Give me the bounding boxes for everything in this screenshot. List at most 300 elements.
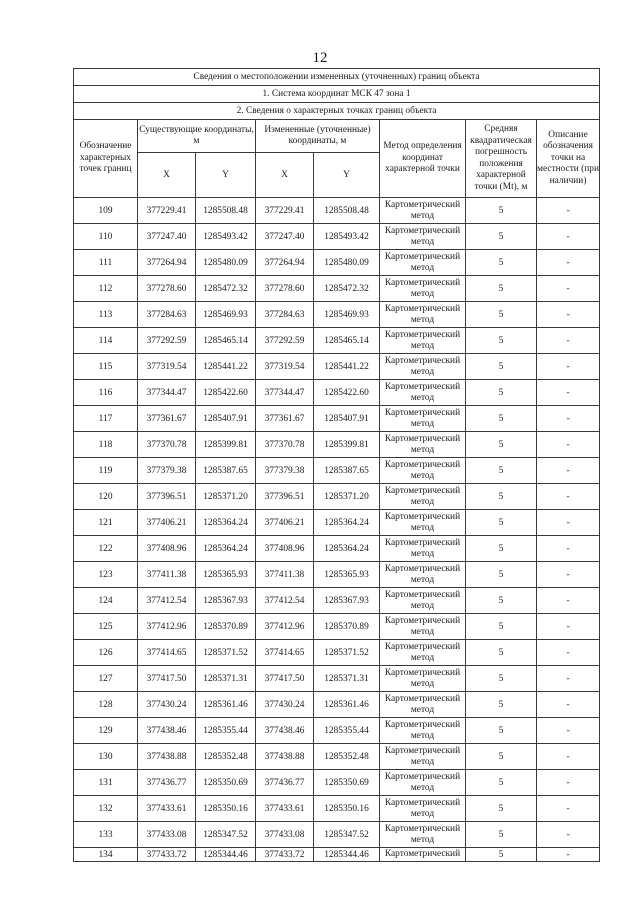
cell-point-id: 126 <box>74 640 138 666</box>
method-line-1: Картометрический <box>384 511 461 522</box>
cell-method <box>380 406 466 432</box>
table-row <box>74 536 600 562</box>
cell-changed-y: 1285441.22 <box>314 354 380 380</box>
cell-description: - <box>537 718 600 744</box>
cell-description: - <box>537 744 600 770</box>
method-line-1: Картометрический <box>384 381 461 392</box>
cell-existing-y: 1285371.52 <box>196 640 256 666</box>
cell-existing-x: 377396.51 <box>138 484 196 510</box>
cell-method <box>380 484 466 510</box>
method-line-2: метод <box>410 262 435 273</box>
cell-error: 5 <box>466 614 537 640</box>
cell-error: 5 <box>466 302 537 328</box>
method-line-1: Картометрический <box>384 849 461 859</box>
method-line-2: метод <box>410 782 435 793</box>
cell-point-id: 117 <box>74 406 138 432</box>
cell-changed-y: 1285371.52 <box>314 640 380 666</box>
cell-description: - <box>537 328 600 354</box>
method-line-1: Картометрический <box>384 199 461 210</box>
cell-existing-x: 377247.40 <box>138 224 196 250</box>
cell-changed-y: 1285365.93 <box>314 562 380 588</box>
cell-error: 5 <box>466 510 537 536</box>
table-row <box>74 302 600 328</box>
method-line-1: Картометрический <box>384 641 461 652</box>
cell-existing-y: 1285399.81 <box>196 432 256 458</box>
cell-point-id: 120 <box>74 484 138 510</box>
cell-method <box>380 796 466 822</box>
table-row <box>74 484 600 510</box>
table-row <box>74 458 600 484</box>
cell-point-id: 115 <box>74 354 138 380</box>
cell-changed-x: 377433.61 <box>256 796 314 822</box>
cell-point-id: 110 <box>74 224 138 250</box>
table-row <box>74 744 600 770</box>
cell-point-id: 123 <box>74 562 138 588</box>
cell-description: - <box>537 250 600 276</box>
method-line-2: метод <box>410 210 435 221</box>
method-line-2: метод <box>410 496 435 507</box>
cell-existing-y: 1285347.52 <box>196 822 256 848</box>
cell-method <box>380 770 466 796</box>
cell-existing-x: 377436.77 <box>138 770 196 796</box>
cell-method <box>380 510 466 536</box>
cell-existing-y: 1285364.24 <box>196 510 256 536</box>
cell-changed-x: 377247.40 <box>256 224 314 250</box>
cell-point-id: 125 <box>74 614 138 640</box>
header-existing-y: Y <box>196 153 256 198</box>
method-line-2: метод <box>410 470 435 481</box>
cell-description: - <box>537 588 600 614</box>
cell-changed-y: 1285371.31 <box>314 666 380 692</box>
cell-existing-y: 1285364.24 <box>196 536 256 562</box>
cell-description: - <box>537 302 600 328</box>
cell-existing-x: 377344.47 <box>138 380 196 406</box>
header-method: Метод определения координат характерной точки <box>380 120 466 198</box>
cell-existing-y: 1285367.93 <box>196 588 256 614</box>
method-line-1: Картометрический <box>384 745 461 756</box>
cell-method <box>380 666 466 692</box>
cell-description: - <box>537 432 600 458</box>
cell-changed-x: 377436.77 <box>256 770 314 796</box>
points-section-title: 2. Сведения о характерных точках границ объекта <box>74 103 600 120</box>
table-row <box>74 692 600 718</box>
table-row <box>74 770 600 796</box>
cell-existing-x: 377370.78 <box>138 432 196 458</box>
method-line-1: Картометрический <box>384 719 461 730</box>
cell-changed-y: 1285465.14 <box>314 328 380 354</box>
cell-error: 5 <box>466 224 537 250</box>
cell-existing-y: 1285422.60 <box>196 380 256 406</box>
cell-existing-x: 377417.50 <box>138 666 196 692</box>
cell-method <box>380 614 466 640</box>
method-line-1: Картометрический <box>384 225 461 236</box>
method-line-2: метод <box>410 626 435 637</box>
cell-changed-x: 377430.24 <box>256 692 314 718</box>
cell-changed-x: 377412.54 <box>256 588 314 614</box>
method-line-1: Картометрический <box>384 251 461 262</box>
coord-system-title: 1. Система координат МСК 47 зона 1 <box>74 86 600 103</box>
cell-existing-x: 377361.67 <box>138 406 196 432</box>
cell-changed-y: 1285350.69 <box>314 770 380 796</box>
cell-description: - <box>537 484 600 510</box>
method-line-1: Картометрический <box>384 303 461 314</box>
method-line-2: метод <box>410 288 435 299</box>
method-line-1: Картометрический <box>384 355 461 366</box>
method-line-1: Картометрический <box>384 771 461 782</box>
method-line-2: метод <box>410 652 435 663</box>
header-changed-y: Y <box>314 153 380 198</box>
cell-existing-x: 377430.24 <box>138 692 196 718</box>
cell-changed-x: 377379.38 <box>256 458 314 484</box>
table-row <box>74 354 600 380</box>
cell-error: 5 <box>466 640 537 666</box>
cell-error: 5 <box>466 822 537 848</box>
cell-changed-x: 377284.63 <box>256 302 314 328</box>
cell-changed-y: 1285370.89 <box>314 614 380 640</box>
cell-existing-y: 1285472.32 <box>196 276 256 302</box>
cell-existing-y: 1285493.42 <box>196 224 256 250</box>
cell-error: 5 <box>466 250 537 276</box>
cell-error: 5 <box>466 588 537 614</box>
cell-error: 5 <box>466 406 537 432</box>
cell-existing-y: 1285361.46 <box>196 692 256 718</box>
cell-existing-x: 377411.38 <box>138 562 196 588</box>
cell-method <box>380 588 466 614</box>
method-line-2: метод <box>410 548 435 559</box>
table-row <box>74 822 600 848</box>
cell-description: - <box>537 822 600 848</box>
cell-existing-x: 377433.61 <box>138 796 196 822</box>
cell-point-id: 111 <box>74 250 138 276</box>
cell-changed-x: 377408.96 <box>256 536 314 562</box>
cell-existing-y: 1285480.09 <box>196 250 256 276</box>
cell-method <box>380 848 466 862</box>
cell-method <box>380 640 466 666</box>
cell-existing-y: 1285350.16 <box>196 796 256 822</box>
cell-error: 5 <box>466 562 537 588</box>
cell-changed-y: 1285350.16 <box>314 796 380 822</box>
cell-existing-y: 1285387.65 <box>196 458 256 484</box>
cell-existing-x: 377438.88 <box>138 744 196 770</box>
cell-error: 5 <box>466 848 537 862</box>
cell-changed-y: 1285355.44 <box>314 718 380 744</box>
method-line-2: метод <box>410 340 435 351</box>
table-title-row <box>74 69 600 86</box>
cell-description: - <box>537 796 600 822</box>
cell-changed-x: 377414.65 <box>256 640 314 666</box>
cell-existing-y: 1285508.48 <box>196 198 256 224</box>
cell-changed-y: 1285407.91 <box>314 406 380 432</box>
cell-error: 5 <box>466 692 537 718</box>
table-row <box>74 380 600 406</box>
coord-system-row <box>74 86 600 103</box>
cell-point-id: 128 <box>74 692 138 718</box>
cell-description: - <box>537 198 600 224</box>
cell-error: 5 <box>466 770 537 796</box>
cell-changed-y: 1285364.24 <box>314 510 380 536</box>
cell-error: 5 <box>466 536 537 562</box>
cell-method <box>380 302 466 328</box>
method-line-2: метод <box>410 834 435 845</box>
cell-point-id: 133 <box>74 822 138 848</box>
cell-existing-x: 377438.46 <box>138 718 196 744</box>
cell-method <box>380 718 466 744</box>
cell-changed-x: 377319.54 <box>256 354 314 380</box>
cell-existing-x: 377414.65 <box>138 640 196 666</box>
cell-existing-y: 1285371.20 <box>196 484 256 510</box>
table-row <box>74 224 600 250</box>
cell-description: - <box>537 562 600 588</box>
method-line-1: Картометрический <box>384 485 461 496</box>
cell-existing-y: 1285355.44 <box>196 718 256 744</box>
points-section-row <box>74 103 600 120</box>
table-title: Сведения о местоположении измененных (уточненных) границ объекта <box>74 69 600 86</box>
cell-error: 5 <box>466 744 537 770</box>
header-row-1 <box>74 120 600 153</box>
cell-changed-x: 377396.51 <box>256 484 314 510</box>
method-line-1: Картометрический <box>384 615 461 626</box>
method-line-2: метод <box>410 756 435 767</box>
method-line-2: метод <box>410 574 435 585</box>
cell-error: 5 <box>466 458 537 484</box>
cell-point-id: 124 <box>74 588 138 614</box>
cell-changed-y: 1285472.32 <box>314 276 380 302</box>
cell-description: - <box>537 848 600 862</box>
header-changed-x: X <box>256 153 314 198</box>
table-row <box>74 796 600 822</box>
table-row <box>74 848 600 862</box>
cell-error: 5 <box>466 198 537 224</box>
header-existing-x: X <box>138 153 196 198</box>
cell-point-id: 109 <box>74 198 138 224</box>
cell-point-id: 112 <box>74 276 138 302</box>
cell-existing-y: 1285370.89 <box>196 614 256 640</box>
cell-description: - <box>537 692 600 718</box>
table-row <box>74 588 600 614</box>
cell-changed-x: 377229.41 <box>256 198 314 224</box>
cell-changed-x: 377406.21 <box>256 510 314 536</box>
cell-method <box>380 380 466 406</box>
cell-description: - <box>537 380 600 406</box>
cell-changed-y: 1285399.81 <box>314 432 380 458</box>
cell-existing-y: 1285465.14 <box>196 328 256 354</box>
method-line-2: метод <box>410 236 435 247</box>
cell-point-id: 113 <box>74 302 138 328</box>
cell-changed-x: 377264.94 <box>256 250 314 276</box>
cell-error: 5 <box>466 484 537 510</box>
cell-point-id: 118 <box>74 432 138 458</box>
cell-error: 5 <box>466 276 537 302</box>
cell-changed-y: 1285352.48 <box>314 744 380 770</box>
cell-description: - <box>537 224 600 250</box>
method-line-1: Картометрический <box>384 797 461 808</box>
cell-point-id: 121 <box>74 510 138 536</box>
method-line-2: метод <box>410 366 435 377</box>
cell-point-id: 129 <box>74 718 138 744</box>
method-line-1: Картометрический <box>384 589 461 600</box>
method-line-1: Картометрический <box>384 277 461 288</box>
method-line-2: метод <box>410 444 435 455</box>
cell-point-id: 134 <box>74 848 138 862</box>
cell-existing-x: 377264.94 <box>138 250 196 276</box>
cell-point-id: 127 <box>74 666 138 692</box>
cell-existing-y: 1285352.48 <box>196 744 256 770</box>
method-line-1: Картометрический <box>384 329 461 340</box>
cell-existing-y: 1285469.93 <box>196 302 256 328</box>
cell-error: 5 <box>466 328 537 354</box>
cell-changed-x: 377438.88 <box>256 744 314 770</box>
coordinates-table <box>73 68 600 862</box>
cell-point-id: 114 <box>74 328 138 354</box>
cell-description: - <box>537 406 600 432</box>
cell-changed-y: 1285371.20 <box>314 484 380 510</box>
cell-description: - <box>537 536 600 562</box>
header-description: Описание обозначения точки на местности (при наличии) <box>537 120 600 198</box>
cell-existing-y: 1285441.22 <box>196 354 256 380</box>
cell-existing-x: 377408.96 <box>138 536 196 562</box>
cell-changed-x: 377417.50 <box>256 666 314 692</box>
method-line-1: Картометрический <box>384 693 461 704</box>
table-row <box>74 250 600 276</box>
cell-description: - <box>537 458 600 484</box>
cell-existing-x: 377278.60 <box>138 276 196 302</box>
method-line-2: метод <box>410 600 435 611</box>
cell-point-id: 130 <box>74 744 138 770</box>
method-line-2: метод <box>410 522 435 533</box>
cell-existing-x: 377319.54 <box>138 354 196 380</box>
cell-method <box>380 458 466 484</box>
cell-changed-y: 1285493.42 <box>314 224 380 250</box>
table-row <box>74 510 600 536</box>
cell-point-id: 116 <box>74 380 138 406</box>
cell-changed-y: 1285361.46 <box>314 692 380 718</box>
cell-error: 5 <box>466 666 537 692</box>
method-line-2: метод <box>410 730 435 741</box>
cell-error: 5 <box>466 354 537 380</box>
cell-changed-y: 1285422.60 <box>314 380 380 406</box>
table-row <box>74 198 600 224</box>
method-line-1: Картометрический <box>384 667 461 678</box>
cell-existing-x: 377292.59 <box>138 328 196 354</box>
method-line-2: метод <box>410 418 435 429</box>
header-changed-coords: Измененные (уточненные) координаты, м <box>256 120 380 153</box>
cell-method <box>380 250 466 276</box>
cell-description: - <box>537 276 600 302</box>
method-line-1: Картометрический <box>384 537 461 548</box>
cell-changed-y: 1285367.93 <box>314 588 380 614</box>
cell-method <box>380 198 466 224</box>
cell-point-id: 119 <box>74 458 138 484</box>
cell-existing-y: 1285371.31 <box>196 666 256 692</box>
table-row <box>74 328 600 354</box>
cell-changed-y: 1285469.93 <box>314 302 380 328</box>
cell-method <box>380 328 466 354</box>
cell-changed-x: 377438.46 <box>256 718 314 744</box>
cell-existing-y: 1285365.93 <box>196 562 256 588</box>
cell-existing-x: 377406.21 <box>138 510 196 536</box>
cell-existing-x: 377412.54 <box>138 588 196 614</box>
header-designation: Обозначение характерных точек границ <box>74 120 138 198</box>
table-row <box>74 640 600 666</box>
cell-changed-x: 377344.47 <box>256 380 314 406</box>
cell-error: 5 <box>466 432 537 458</box>
cell-changed-y: 1285347.52 <box>314 822 380 848</box>
cell-error: 5 <box>466 796 537 822</box>
cell-point-id: 122 <box>74 536 138 562</box>
cell-method <box>380 354 466 380</box>
cell-changed-x: 377412.96 <box>256 614 314 640</box>
method-line-1: Картометрический <box>384 407 461 418</box>
cell-changed-y: 1285508.48 <box>314 198 380 224</box>
header-existing-coords: Существующие координаты, м <box>138 120 256 153</box>
cell-existing-x: 377433.72 <box>138 848 196 862</box>
cell-error: 5 <box>466 718 537 744</box>
method-line-2: метод <box>410 704 435 715</box>
cell-method <box>380 692 466 718</box>
method-line-1: Картометрический <box>384 433 461 444</box>
method-line-1: Картометрический <box>384 563 461 574</box>
header-error: Средняя квадратическая погрешность положения характерной точки (Mt), м <box>466 120 537 198</box>
method-line-2: метод <box>410 314 435 325</box>
cell-description: - <box>537 640 600 666</box>
cell-changed-x: 377433.72 <box>256 848 314 862</box>
cell-point-id: 131 <box>74 770 138 796</box>
cell-existing-x: 377284.63 <box>138 302 196 328</box>
cell-existing-y: 1285344.46 <box>196 848 256 862</box>
cell-changed-y: 1285364.24 <box>314 536 380 562</box>
table-row <box>74 614 600 640</box>
cell-point-id: 132 <box>74 796 138 822</box>
cell-changed-y: 1285480.09 <box>314 250 380 276</box>
cell-existing-x: 377379.38 <box>138 458 196 484</box>
cell-changed-x: 377361.67 <box>256 406 314 432</box>
method-line-1: Картометрический <box>384 823 461 834</box>
cell-changed-x: 377433.08 <box>256 822 314 848</box>
cell-changed-y: 1285344.46 <box>314 848 380 862</box>
cell-method <box>380 276 466 302</box>
table-row <box>74 562 600 588</box>
method-line-2: метод <box>410 678 435 689</box>
cell-description: - <box>537 770 600 796</box>
cell-description: - <box>537 354 600 380</box>
cell-description: - <box>537 666 600 692</box>
cell-description: - <box>537 614 600 640</box>
table-row <box>74 666 600 692</box>
cell-existing-x: 377229.41 <box>138 198 196 224</box>
cell-changed-x: 377411.38 <box>256 562 314 588</box>
cell-method <box>380 822 466 848</box>
table-row <box>74 432 600 458</box>
method-line-1: Картометрический <box>384 459 461 470</box>
cell-method <box>380 536 466 562</box>
cell-method <box>380 744 466 770</box>
page-number: 12 <box>312 50 328 66</box>
cell-existing-y: 1285350.69 <box>196 770 256 796</box>
method-line-2: метод <box>410 808 435 819</box>
cell-method <box>380 432 466 458</box>
cell-existing-x: 377412.96 <box>138 614 196 640</box>
method-line-2: метод <box>410 392 435 403</box>
table-row <box>74 718 600 744</box>
cell-existing-x: 377433.08 <box>138 822 196 848</box>
cell-method <box>380 562 466 588</box>
cell-error: 5 <box>466 380 537 406</box>
cell-changed-y: 1285387.65 <box>314 458 380 484</box>
cell-changed-x: 377278.60 <box>256 276 314 302</box>
cell-method <box>380 224 466 250</box>
table-row <box>74 406 600 432</box>
table-row <box>74 276 600 302</box>
